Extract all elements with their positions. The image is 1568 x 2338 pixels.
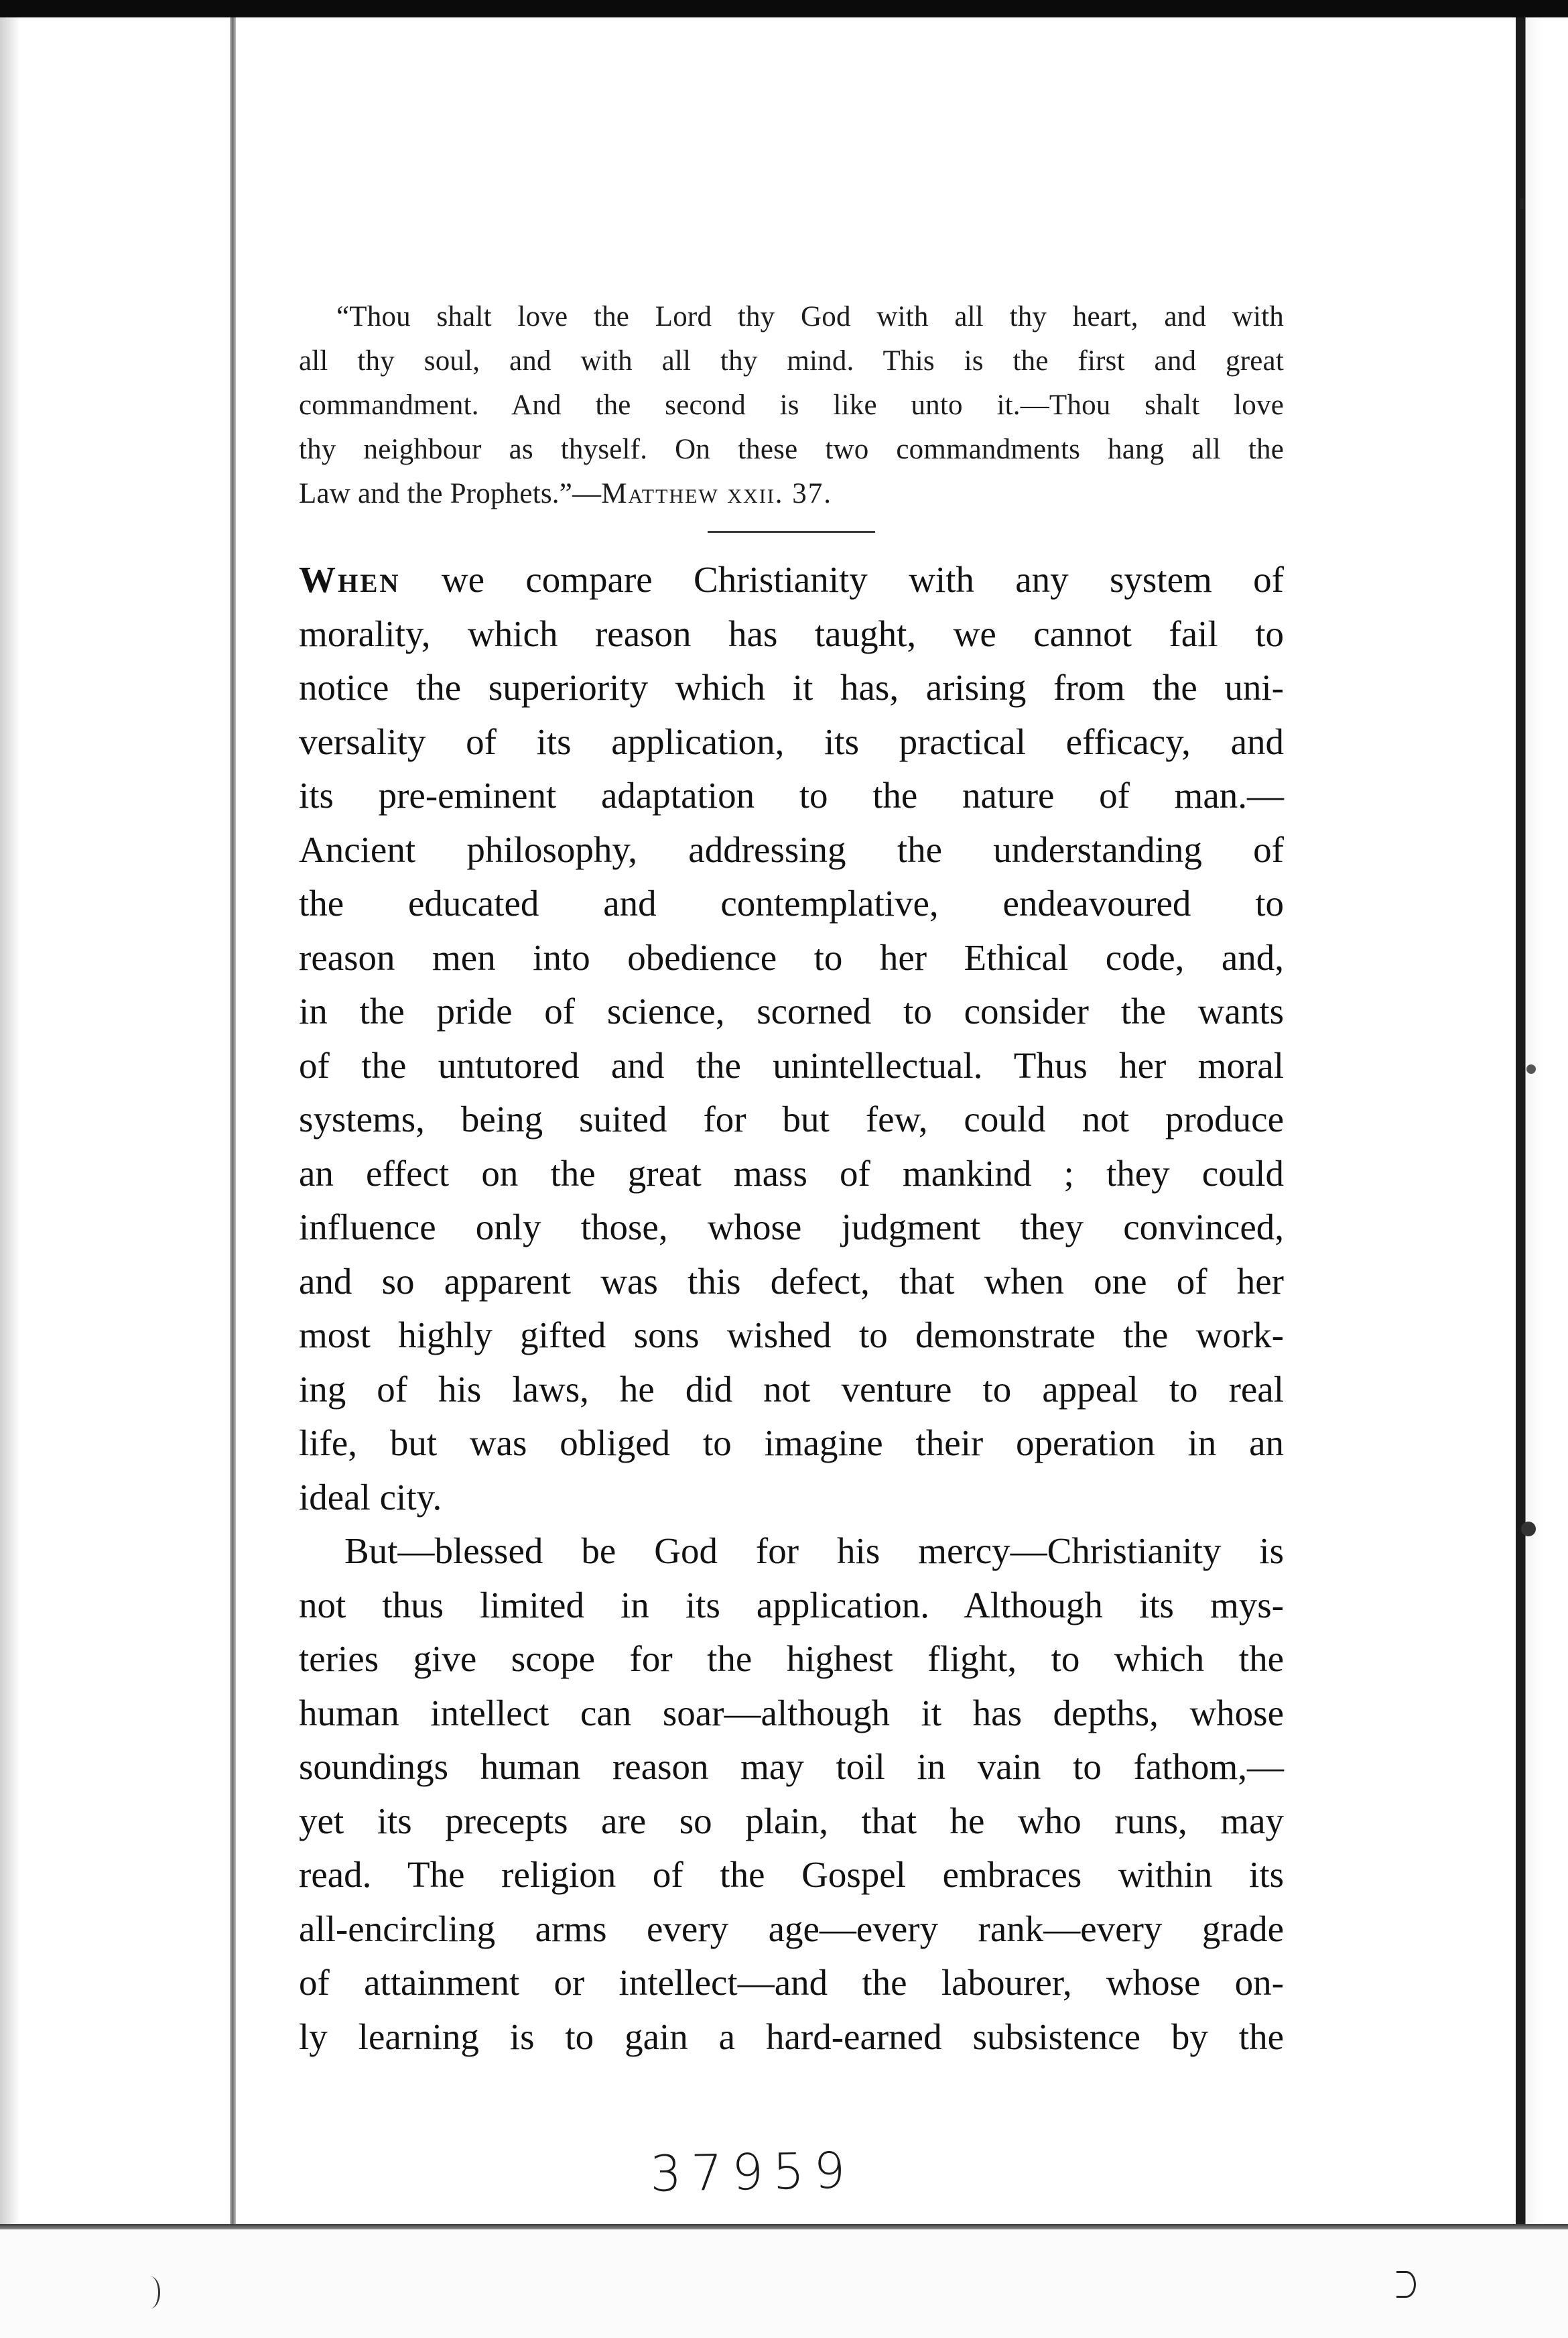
body-line: of the untutored and the unintellectual. Thus her moral (299, 1044, 1284, 1086)
body-line: ing of his laws, he did not venture to appeal to real (299, 1368, 1284, 1410)
body-line: yet its precepts are so plain, that he who runs, may (299, 1800, 1284, 1841)
body-line: the educated and contemplative, endeavoured to (299, 883, 1284, 924)
scan-bottom-margin (0, 2229, 1568, 2338)
epigraph-line: thy neighbour as thyself. On these two commandments hang all the (299, 434, 1284, 465)
body-line: of attainment or intellect—and the labourer, whose on- (299, 1962, 1284, 2003)
scan-top-border (0, 0, 1568, 17)
scan-left-shadow (0, 17, 20, 2338)
scan-speck (1520, 198, 1524, 209)
body-line: and so apparent was this defect, that when one of her (299, 1260, 1284, 1302)
scan-speck (1396, 2271, 1416, 2298)
body-line: ideal city. (299, 1476, 442, 1518)
scan-speck (1521, 1522, 1536, 1536)
epigraph-quote (299, 295, 1284, 516)
section-divider-rule (708, 531, 875, 533)
citation-reference: xxii. 37. (718, 478, 833, 509)
body-line: versality of its application, its practical efficacy, and (299, 721, 1284, 762)
paragraph-1 (299, 553, 1284, 1524)
epigraph-line: commandment. And the second is like unto it.—Thou shalt love (299, 389, 1284, 421)
body-line: its pre-eminent adaptation to the nature of man.— (299, 775, 1284, 816)
body-line: morality, which reason has taught, we cannot fail to (299, 613, 1284, 654)
body-line: Ancient philosophy, addressing the understanding of (299, 828, 1284, 870)
body-line-text: we compare Christianity with any system of (400, 559, 1284, 600)
body-line (299, 553, 1284, 607)
page-right-edge-line (1516, 17, 1525, 2227)
epigraph-line: all thy soul, and with all thy mind. This is the first and great (299, 345, 1284, 377)
body-line: reason men into obedience to her Ethical code, and, (299, 936, 1284, 978)
handwritten-accession-number: 37959 (649, 2142, 856, 2203)
body-line: in the pride of science, scorned to consider the wants (299, 991, 1284, 1032)
body-line: But—blessed be God for his mercy—Christianity is (344, 1530, 1284, 1571)
body-line: teries give scope for the highest flight, to which the (299, 1638, 1284, 1679)
body-text (299, 553, 1284, 2064)
epigraph-line: “Thou shalt love the Lord thy God with all thy heart, and with (336, 301, 1284, 332)
body-line: systems, being suited for but few, could not produce (299, 1099, 1284, 1140)
body-line: notice the superiority which it has, arising from the uni- (299, 667, 1284, 708)
epigraph-last-text: Law and the Prophets.”— (299, 478, 602, 509)
body-line: read. The religion of the Gospel embraces within its (299, 1854, 1284, 1895)
body-line: an effect on the great mass of mankind ; they could (299, 1152, 1284, 1194)
citation-book: Matthew (601, 478, 719, 509)
lead-word: When (299, 559, 401, 600)
page-spine-edge (230, 17, 236, 2227)
body-line: life, but was obliged to imagine their operation in an (299, 1422, 1284, 1463)
scan-speck (1526, 1064, 1536, 1074)
scan-speck (141, 2276, 160, 2309)
paragraph-2 (299, 1524, 1284, 2064)
body-line: most highly gifted sons wished to demonstrate the work- (299, 1314, 1284, 1355)
epigraph-line (299, 472, 1284, 516)
book-page (299, 295, 1284, 2064)
body-line: influence only those, whose judgment they convinced, (299, 1207, 1284, 1247)
body-line: human intellect can soar—although it has depths, whose (299, 1692, 1284, 1733)
body-line: all-encircling arms every age—every rank—every grade (299, 1908, 1284, 1949)
body-line: not thus limited in its application. Although its mys- (299, 1584, 1284, 1625)
body-line: ly learning is to gain a hard-earned subsistence by the (299, 2016, 1284, 2057)
body-line: soundings human reason may toil in vain to fathom,— (299, 1746, 1284, 1787)
page-bottom-edge (0, 2224, 1568, 2229)
